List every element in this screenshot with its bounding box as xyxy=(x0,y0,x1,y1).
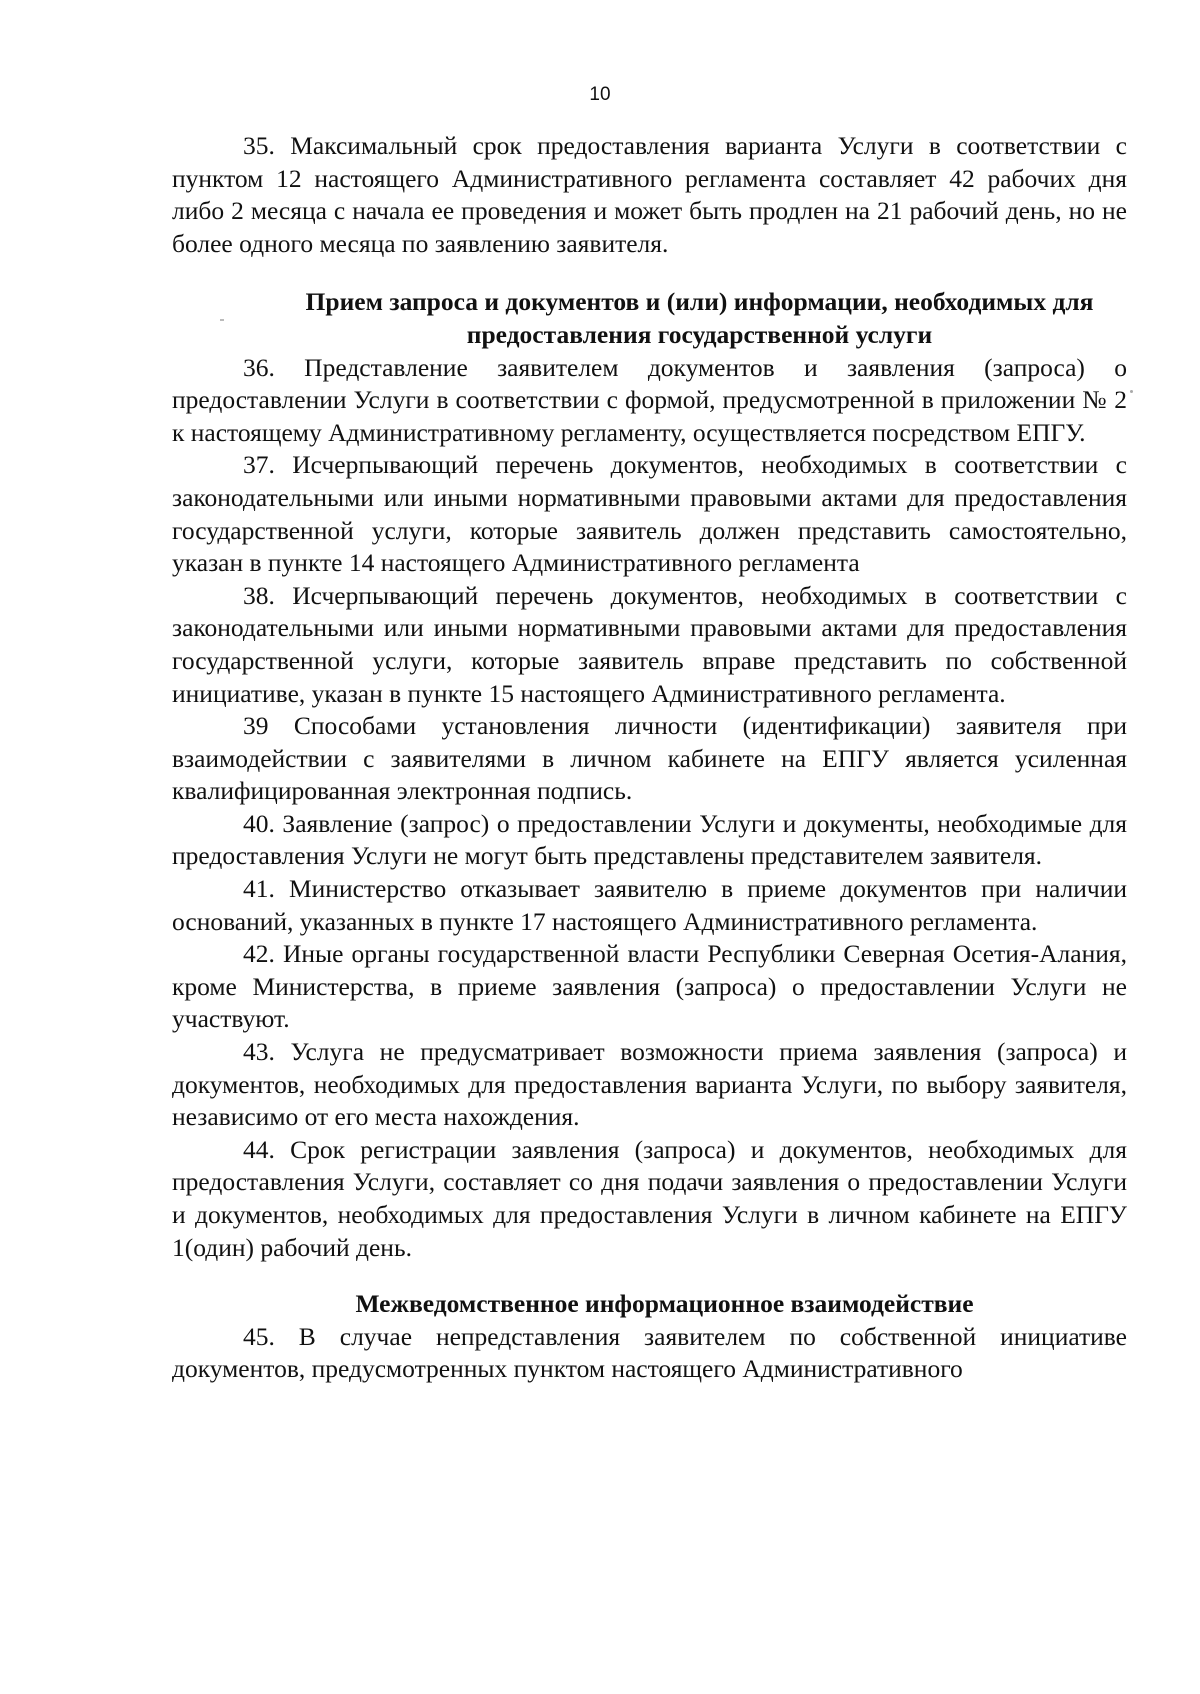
paragraph-45: 45. В случае непредставления заявителем по собственной инициативе документов, предусмотренных пунктом настоящего Административного xyxy=(172,1321,1127,1384)
section-heading-interagency: Межведомственное информационное взаимодействие xyxy=(355,1289,974,1319)
paragraph-41: 41. Министерство отказывает заявителю в приеме документов при наличии оснований, указанных в пункте 17 настоящего Административного регламента. xyxy=(172,874,1127,936)
paragraph-36: 36. Представление заявителем документов и заявления (запроса) о предоставлении Услуги в соответствии с формой, предусмотренной в приложении № 2 к настоящему Административному регламенту, осуществляется посредством ЕПГУ. xyxy=(172,352,1127,447)
document-body xyxy=(172,130,1127,1386)
paragraph-43: 43. Услуга не предусматривает возможности приема заявления (запроса) и документов, необходимых для предоставления варианта Услуги, по выбору заявителя, независимо от его места нахождения. xyxy=(172,1037,1127,1132)
section-heading-request-acceptance: Прием запроса и документов и (или) информации, необходимых для предоставления государственной услуги xyxy=(305,287,1094,349)
paragraph-40: 40. Заявление (запрос) о предоставлении Услуги и документы, необходимые для предоставления Услуги не могут быть представлены представителем заявителя. xyxy=(172,808,1127,871)
paragraph-39: 39 Способами установления личности (идентификации) заявителя при взаимодействии с заявителями в личном кабинете на ЕПГУ является усиленная квалифицированная электронная подпись. xyxy=(172,711,1127,806)
page-number: 10 xyxy=(589,84,611,105)
paragraph-35: 35. Максимальный срок предоставления варианта Услуги в соответствии с пунктом 12 настоящего Административного регламента составляет 42 рабочих дня либо 2 месяца с начала ее проведения и может быть продлен на 21 рабочий день, но не более одного месяца по заявлению заявителя. xyxy=(172,131,1127,258)
paragraph-42: 42. Иные органы государственной власти Республики Северная Осетия-Алания, кроме Министерства, в приеме заявления (запроса) о предоставлении Услуги не участвуют. xyxy=(172,939,1127,1034)
paragraph-38: 38. Исчерпывающий перечень документов, необходимых в соответствии с законодательными или иными нормативными правовыми актами для предоставления государственной услуги, которые заявитель вправе представить по собственной инициативе, указан в пункте 15 настоящего Административного регламента. xyxy=(172,580,1127,708)
paragraph-37: 37. Исчерпывающий перечень документов, необходимых в соответствии с законодательными или иными нормативными правовыми актами для предоставления государственной услуги, которые заявитель должен представить самостоятельно, указан в пункте 14 настоящего Административного регламента xyxy=(172,450,1127,578)
scan-dot xyxy=(1130,390,1133,393)
paragraph-44: 44. Срок регистрации заявления (запроса) и документов, необходимых для предоставления Услуги, составляет со дня подачи заявления о предоставлении Услуги и документов, необходимых для предоставления Услуги в личном кабинете на ЕПГУ 1(один) рабочий день. xyxy=(172,1134,1127,1262)
